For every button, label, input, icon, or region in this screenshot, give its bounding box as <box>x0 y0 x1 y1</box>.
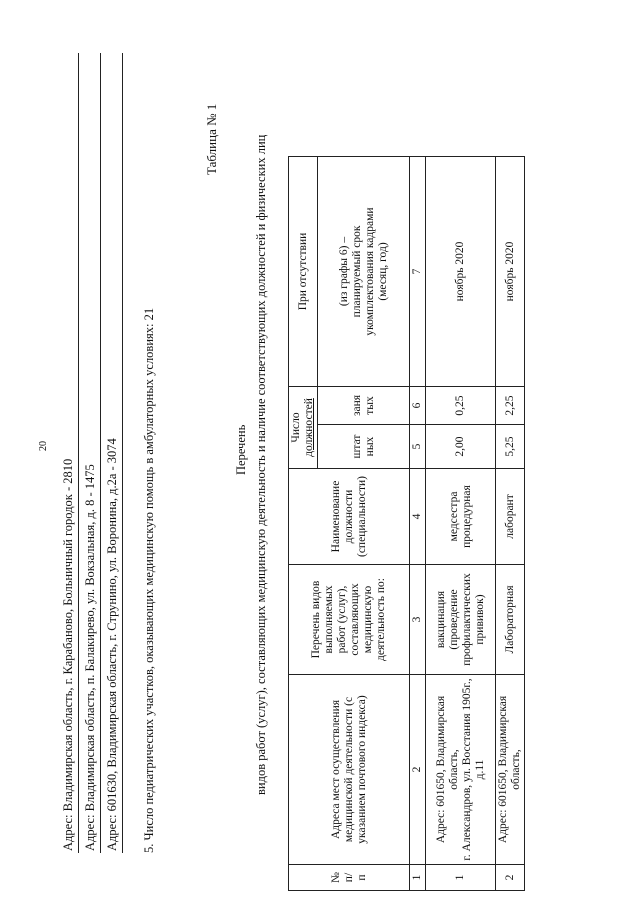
page-number: 20 <box>38 441 49 451</box>
positions-table <box>288 156 525 891</box>
header-staff: штат ных <box>318 425 410 469</box>
header-position: Наименование должности (специальности) <box>289 469 410 565</box>
header-address: Адреса мест осуществления медицинской деятельности (с указанием почтового индекса) <box>289 675 410 865</box>
address-line: Адрес: Владимирская область, п. Балакирево, ул. Вокзальная, д. 8 - 1475 <box>78 53 101 853</box>
list-subtitle: видов работ (услуг), составляющих медицинскую деятельность и наличие соответствующих должностей и физических лиц <box>254 134 268 795</box>
column-numbers-row: 1 2 3 4 5 6 7 <box>410 157 426 891</box>
table-row: 2 Адрес: 601650, Владимирская область, Лабораторная лаборант 5,25 2,25 ноябрь 2020 <box>496 157 525 891</box>
list-title: Перечень <box>234 424 248 475</box>
header-works: Перечень видов выполняемых работ (услуг), составляющих медицинскую деятельность по: <box>289 565 410 675</box>
pediatric-line: 5. Число педиатрических участков, оказывающих медицинскую помощь в амбулаторных условиях: 21 <box>142 307 156 853</box>
header-num: № п/ п <box>289 865 410 891</box>
header-occupied: заня тых <box>318 387 410 425</box>
table-label: Таблица № 1 <box>204 103 219 175</box>
header-absence: (из графы 6) – планируемый срок укомплектования кадрами (месяц, год) <box>318 157 410 387</box>
address-line: Адрес: Владимирская область, г. Карабаново, Больничный городок - 2810 <box>56 53 79 853</box>
header-absence-group: При отсутствии <box>289 157 318 387</box>
header-count-group: Число должностей <box>289 387 318 469</box>
address-line: Адрес: 601630, Владимирская область, г. Струнино, ул. Воронина, д.2а - 3074 <box>100 53 123 853</box>
table-row: 1 Адрес: 601650, Владимирская область, г. Александров, ул. Восстания 1905г., д.11 вакцинация (проведение профилактических прививок) медсестра процедурная 2,00 0,25 ноябрь 2020 <box>426 157 496 891</box>
